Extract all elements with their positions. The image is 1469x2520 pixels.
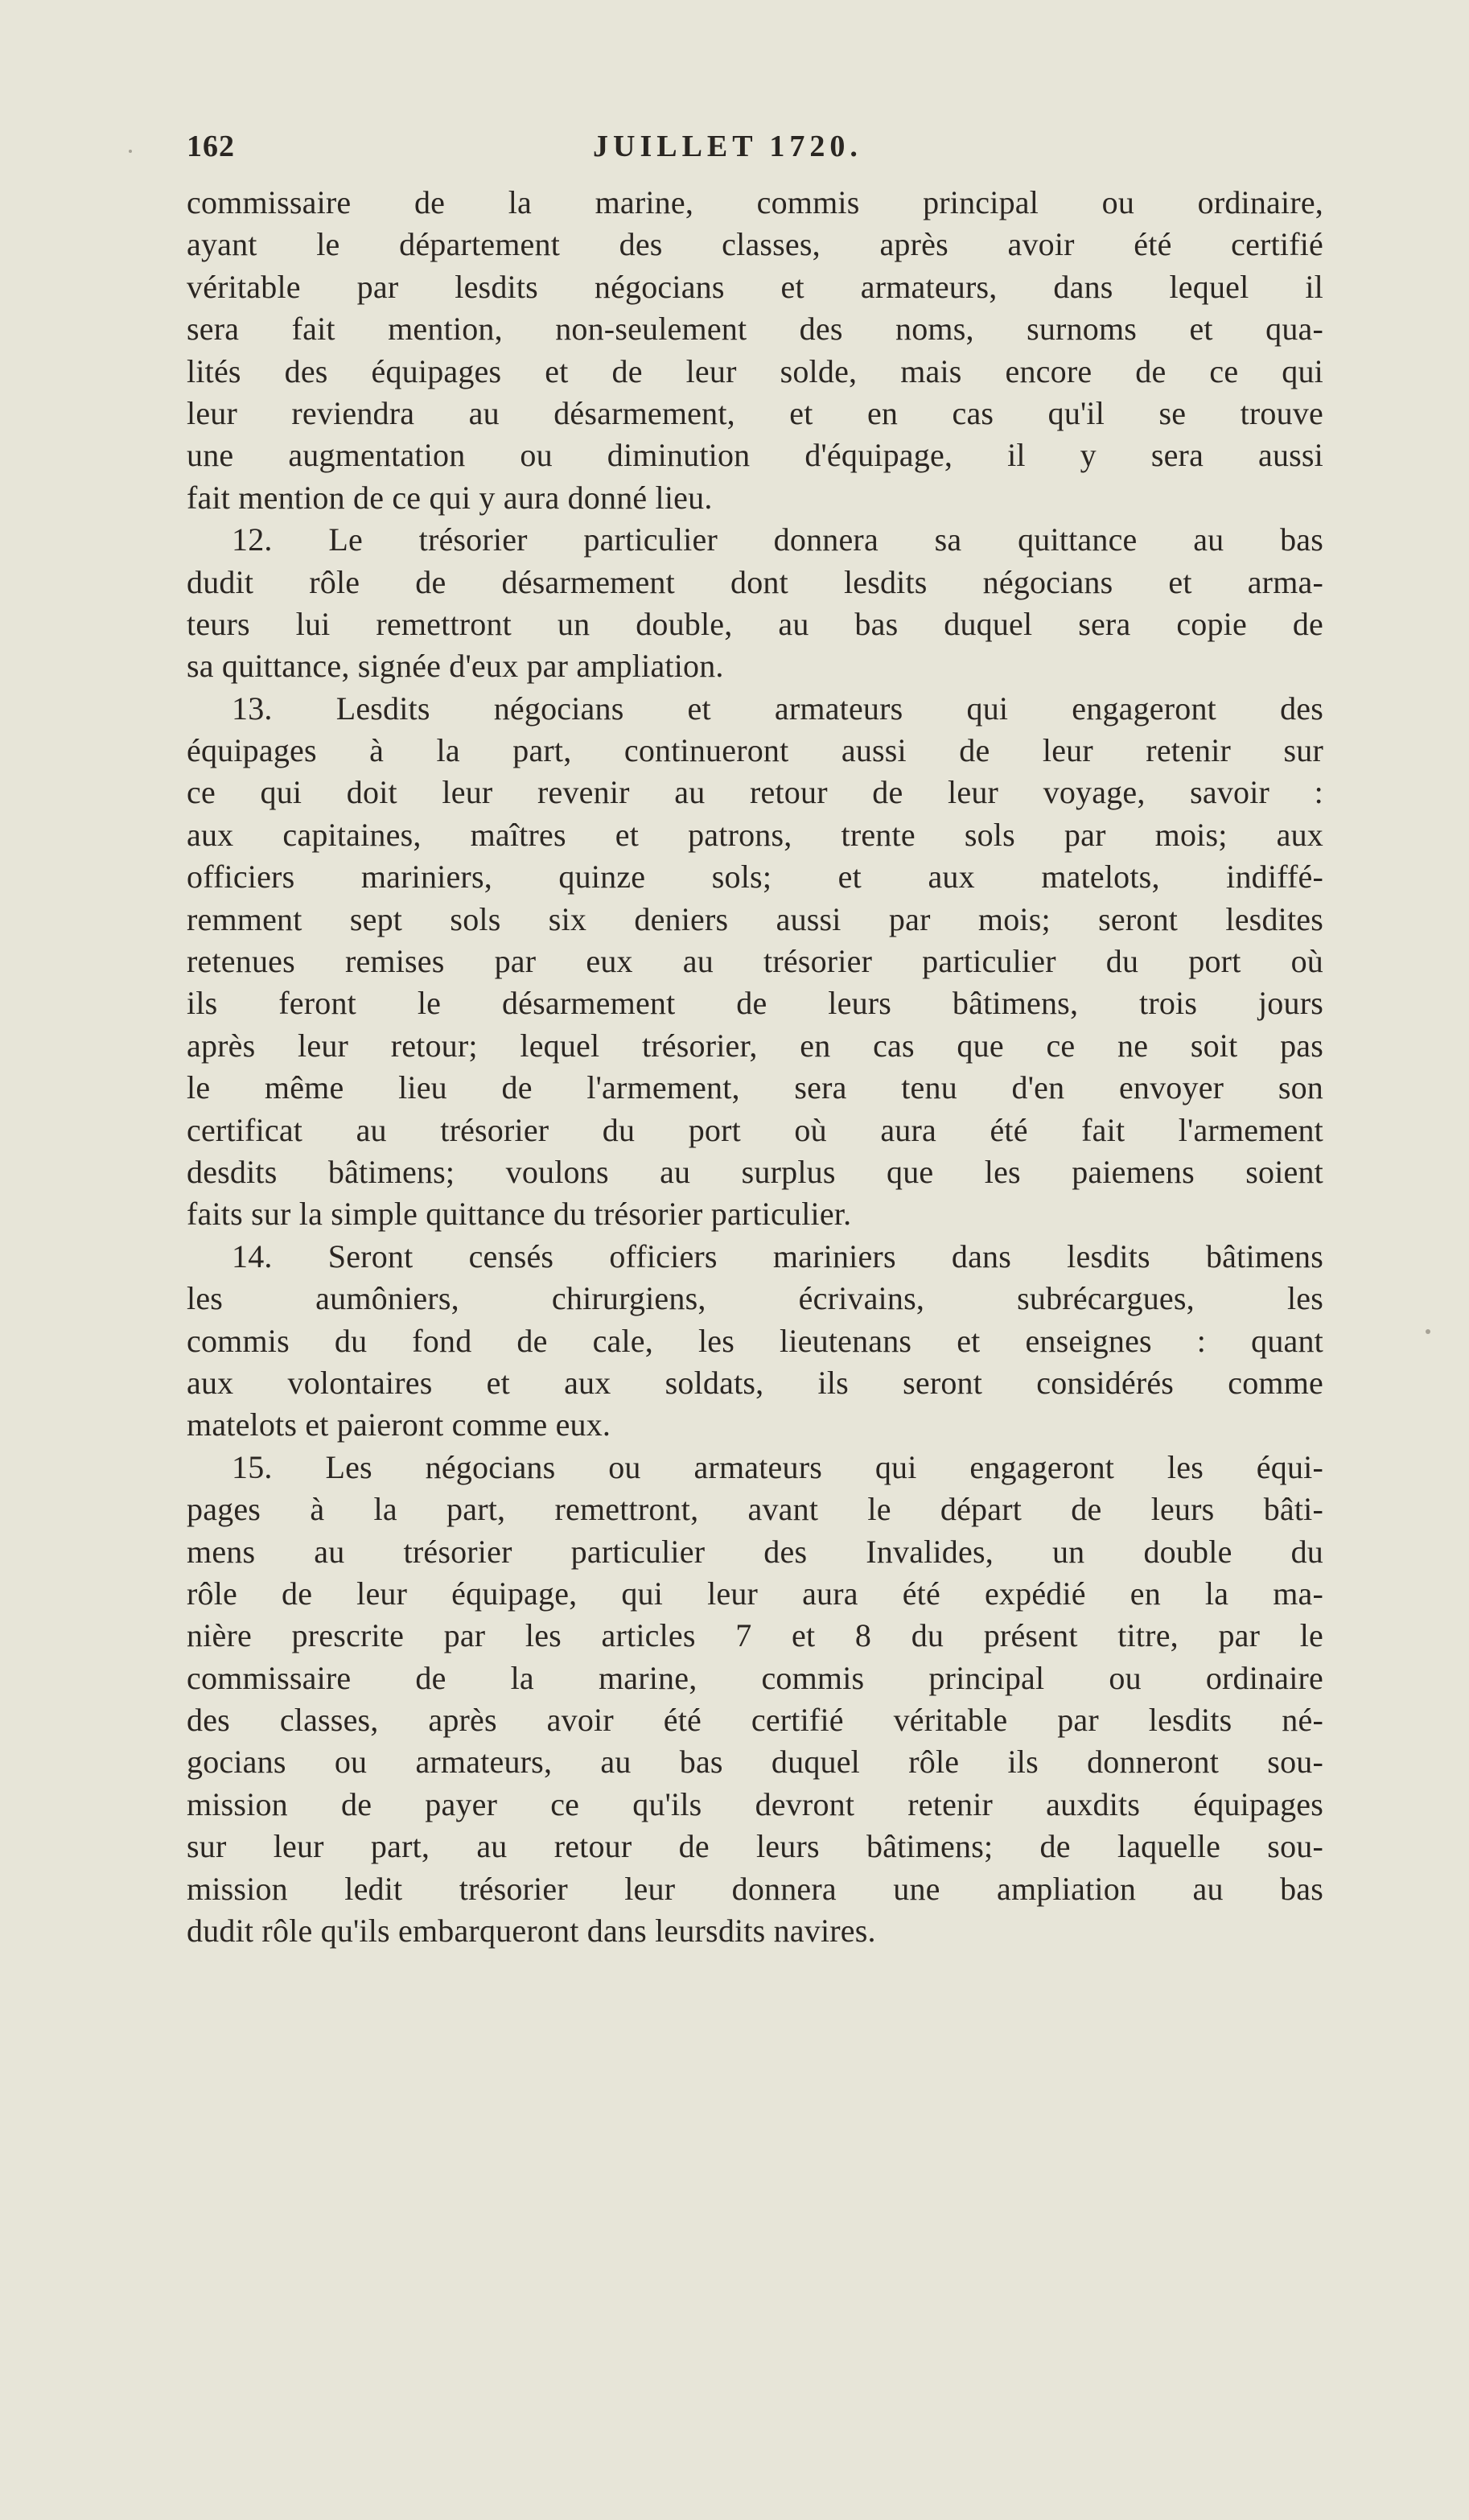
text-line: remment sept sols six deniers aussi par mois; seront lesdites [187,900,1323,937]
article-13-start: 13. Lesdits négocians et armateurs qui engageront des [232,690,1323,727]
text-line: dudit rôle de désarmement dont lesdits négocians et arma- [187,563,1323,600]
running-head: JUILLET 1720. [593,130,862,163]
text-line: sur leur part, au retour de leurs bâtimens; de laquelle sou- [187,1828,1323,1865]
text-line: commis du fond de cale, les lieutenans et enseignes : quant [187,1322,1323,1359]
text-line: commissaire de la marine, commis principal ou ordinaire [187,1659,1323,1696]
text-line: mens au trésorier particulier des Invalides, un double du [187,1533,1323,1570]
text-line: rôle de leur équipage, qui leur aura été expédié en la ma- [187,1575,1323,1612]
text-line: leur reviendra au désarmement, et en cas qu'il se trouve [187,394,1323,431]
text-line: teurs lui remettront un double, au bas duquel sera copie de [187,605,1323,642]
text-line: pages à la part, remettront, avant le départ de leurs bâti- [187,1491,1323,1528]
text-line: mission de payer ce qu'ils devront retenir auxdits équipages [187,1785,1323,1822]
text-line: aux capitaines, maîtres et patrons, trente sols par mois; aux [187,816,1323,853]
text-line: ce qui doit leur revenir au retour de leur voyage, savoir : [187,774,1323,811]
text-line: fait mention de ce qui y aura donné lieu. [187,479,713,516]
text-line: ayant le département des classes, après avoir été certifié [187,226,1323,263]
text-line: sera fait mention, non-seulement des noms, surnoms et qua- [187,311,1323,348]
text-line: après leur retour; lequel trésorier, en cas que ce ne soit pas [187,1027,1323,1064]
text-line: officiers mariniers, quinze sols; et aux matelots, indiffé- [187,859,1323,896]
text-line: les aumôniers, chirurgiens, écrivains, subrécargues, les [187,1280,1323,1317]
text-line: des classes, après avoir été certifié véritable par lesdits né- [187,1702,1323,1739]
paper-speck [1426,1329,1430,1334]
text-line: sa quittance, signée d'eux par ampliation. [187,648,724,685]
text-line: véritable par lesdits négocians et armateurs, dans lequel il [187,268,1323,305]
text-line: commissaire de la marine, commis principal ou ordinaire, [187,184,1323,220]
article-14-start: 14. Seront censés officiers mariniers dans lesdits bâtimens [232,1237,1323,1274]
text-line: matelots et paieront comme eux. [187,1406,611,1443]
text-line: retenues remises par eux au trésorier particulier du port où [187,943,1323,980]
body-text [187,182,1323,1952]
text-line: certificat au trésorier du port où aura été fait l'armement [187,1111,1323,1148]
text-line: une augmentation ou diminution d'équipage, il y sera aussi [187,437,1323,474]
page-header [187,129,1323,169]
text-line: mission ledit trésorier leur donnera une ampliation au bas [187,1870,1323,1907]
page-number: 162 [187,130,235,163]
article-15-start: 15. Les négocians ou armateurs qui engageront les équi- [232,1448,1323,1485]
text-line: lités des équipages et de leur solde, mais encore de ce qui [187,352,1323,389]
text-line: dudit rôle qu'ils embarqueront dans leursdits navires. [187,1913,876,1950]
text-line: ils feront le désarmement de leurs bâtimens, trois jours [187,985,1323,1022]
text-line: le même lieu de l'armement, sera tenu d'en envoyer son [187,1069,1323,1106]
paper-speck [129,150,132,153]
text-line: équipages à la part, continueront aussi de leur retenir sur [187,732,1323,769]
text-line: nière prescrite par les articles 7 et 8 du présent titre, par le [187,1617,1323,1654]
text-line: desdits bâtimens; voulons au surplus que les paiemens soient [187,1153,1323,1190]
article-12-start: 12. Le trésorier particulier donnera sa quittance au bas [232,521,1323,558]
text-line: gocians ou armateurs, au bas duquel rôle ils donneront sou- [187,1744,1323,1781]
text-line: faits sur la simple quittance du trésorier particulier. [187,1196,852,1233]
text-line: aux volontaires et aux soldats, ils seront considérés comme [187,1364,1323,1401]
